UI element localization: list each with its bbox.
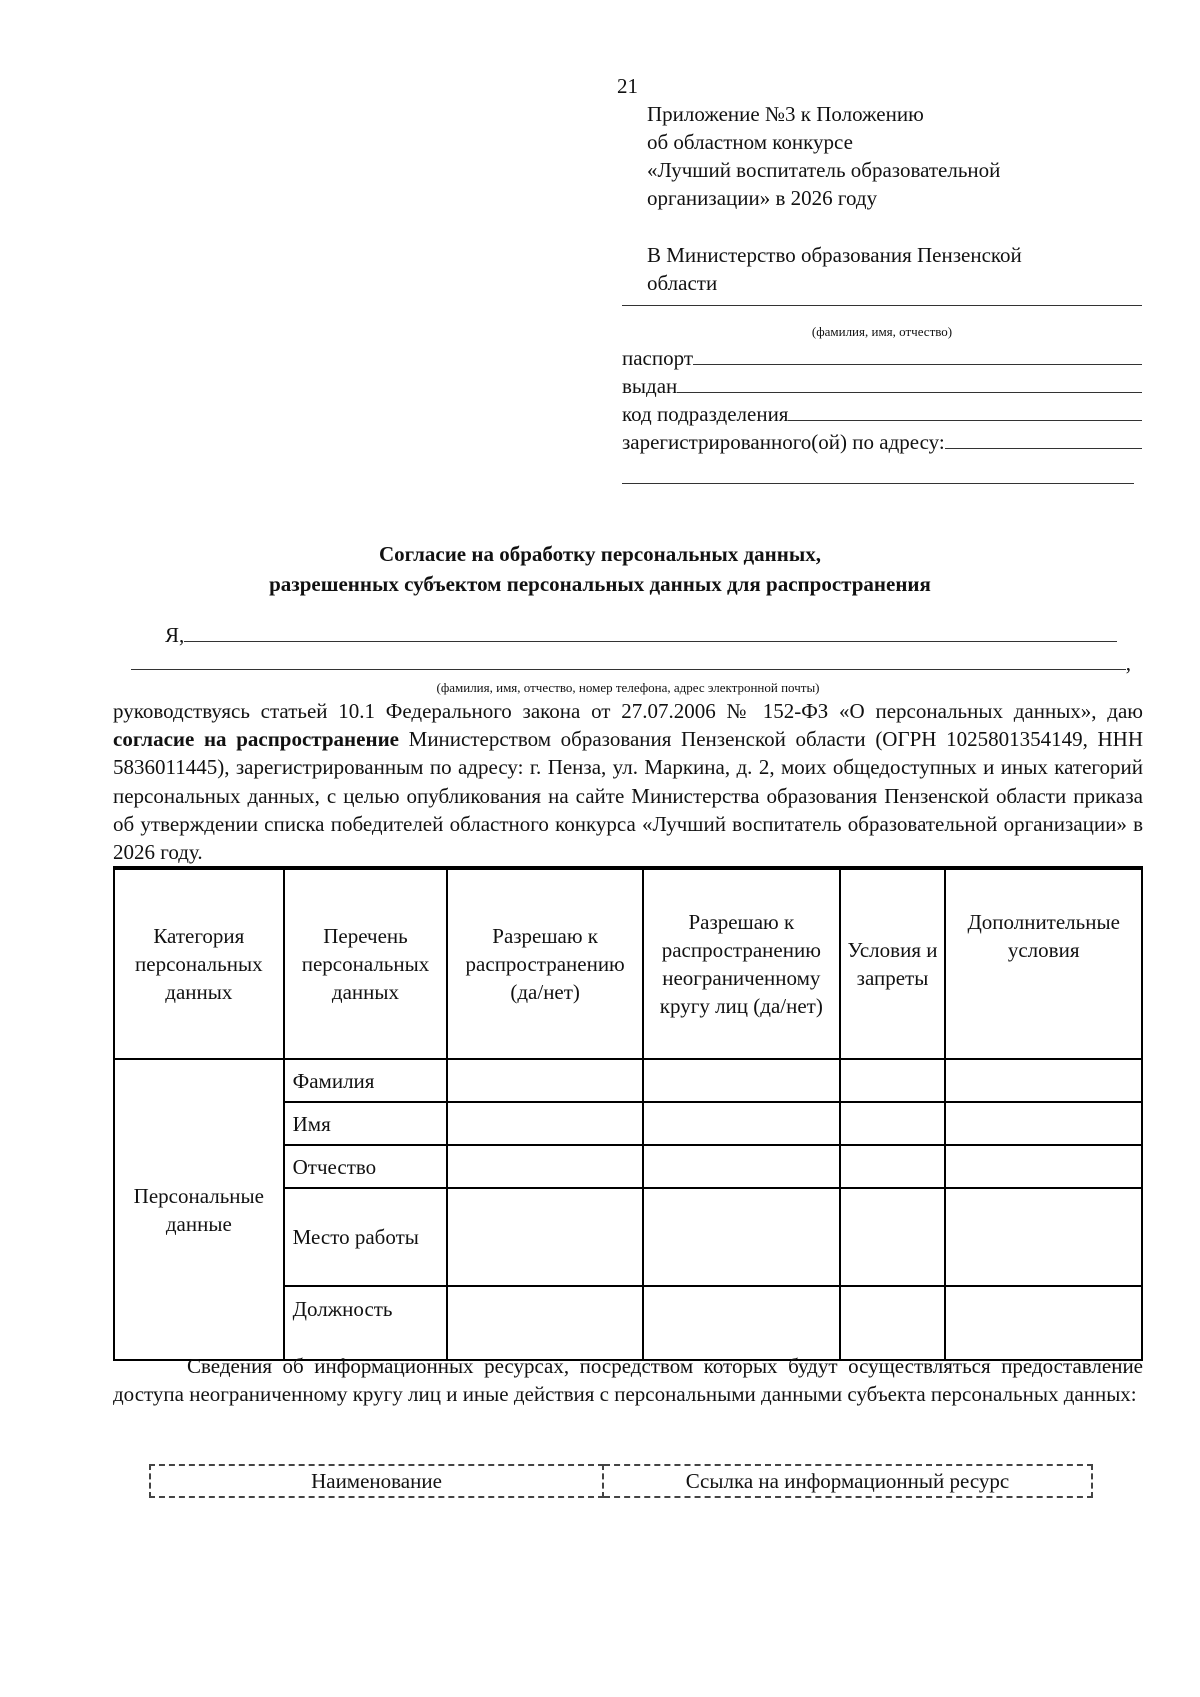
personal-data-table [113,866,1143,1361]
consent-text-bold: согласие на распространение [113,727,399,752]
declarant-contact-field[interactable] [131,668,1126,670]
table-row [114,1059,1142,1102]
allow-unlimited-cell[interactable] [643,1059,840,1102]
address-continuation-field[interactable] [622,456,1134,484]
address-label: зарегистрированного(ой) по адресу: [622,430,945,454]
declarant-suffix: , [1125,651,1131,675]
extra-cell[interactable] [945,1188,1142,1286]
declarant-row [165,621,1117,649]
applicant-fields [622,344,1142,489]
extra-cell[interactable] [945,1286,1142,1360]
conditions-cell[interactable] [840,1059,946,1102]
header-extra: Дополнительные условия [945,868,1142,1059]
extra-cell[interactable] [945,1102,1142,1145]
title-line-2: разрешенных субъектом персональных данных для распространения [269,572,931,596]
header-conditions: Условия и запреты [840,868,946,1059]
issued-row [622,372,1142,400]
header-allow-unlimited: Разрешаю к распространению неограниченному кругу лиц (да/нет) [643,868,840,1059]
allow-cell[interactable] [447,1059,643,1102]
category-cell: Персональные данные [114,1059,284,1360]
allow-cell[interactable] [447,1286,643,1360]
header-allow: Разрешаю к распространению (да/нет) [447,868,643,1059]
extra-cell[interactable] [945,1145,1142,1188]
title-line-1: Согласие на обработку персональных данных, [378,542,822,566]
info-resources-table [149,1464,1093,1498]
passport-label: паспорт [622,346,694,370]
conditions-cell[interactable] [840,1188,946,1286]
allow-unlimited-cell[interactable] [643,1102,840,1145]
appendix-header [647,100,1000,212]
appendix-line: об областном конкурсе [647,130,853,154]
passport-field[interactable] [693,363,1142,365]
table-header-row [114,868,1142,1059]
division-code-row [622,400,1142,428]
conditions-cell[interactable] [840,1102,946,1145]
passport-row [622,344,1142,372]
header-list: Перечень персональных данных [284,868,448,1059]
declarant-name-field[interactable] [184,640,1117,642]
allow-cell[interactable] [447,1188,643,1286]
header-link: Ссылка на информационный ресурс [603,1465,1092,1497]
extra-cell[interactable] [945,1059,1142,1102]
header-name: Наименование [150,1465,603,1497]
address-field[interactable] [945,447,1142,449]
conditions-cell[interactable] [840,1286,946,1360]
info-resources-paragraph [113,1352,1143,1408]
info-resources-text: Сведения об информационных ресурсах, посредством которых будут осуществляться предоставление доступа неограниченному кругу лиц и иные действия с персональными данными субъекта персональных данных: [113,1354,1143,1406]
conditions-cell[interactable] [840,1145,946,1188]
declarant-prefix: Я, [165,623,185,647]
recipient-line: В Министерство образования Пензенской [647,243,1022,267]
appendix-line: организации» в 2026 году [647,186,878,210]
appendix-line: Приложение №3 к Положению [647,102,924,126]
division-code-field[interactable] [788,419,1142,421]
fio-caption: (фамилия, имя, отчество) [811,324,953,339]
recipient-line: области [647,271,718,295]
declarant-caption: (фамилия, имя, отчество, номер телефона, адрес электронной почты) [436,680,820,695]
document-title [100,539,1100,599]
recipient-block [647,241,1022,297]
declarant-row-2 [131,652,1131,674]
table-header-row [150,1465,1092,1497]
allow-cell[interactable] [447,1102,643,1145]
appendix-line: «Лучший воспитатель образовательной [647,158,1001,182]
division-code-label: код подразделения [622,402,789,426]
allow-unlimited-cell[interactable] [643,1188,840,1286]
address-row [622,428,1142,456]
item-cell: Фамилия [284,1059,448,1102]
page-number: 21 [617,74,638,98]
item-cell: Имя [284,1102,448,1145]
allow-unlimited-cell[interactable] [643,1145,840,1188]
consent-paragraph [113,697,1143,866]
allow-cell[interactable] [447,1145,643,1188]
header-category: Категория персональных данных [114,868,284,1059]
allow-unlimited-cell[interactable] [643,1286,840,1360]
item-cell: Должность [284,1286,448,1360]
consent-text-1: руководствуясь статьей 10.1 Федерального закона от 27.07.2006 № 152-ФЗ «О персональных данных», даю [113,699,1143,723]
issued-label: выдан [622,374,678,398]
issued-field[interactable] [677,391,1142,393]
consent-text-2: Министерством образования Пензенской области (ОГРН 1025801354149, ННН 5836011445), зарегистрированным по адресу: г. Пенза, ул. Маркина, д. 2, моих общедоступных и иных категорий персональных данных, с целью опубликования на сайте Министерства образования Пензенской области приказа об утверждении списка победителей областного конкурса «Лучший воспитатель образовательной организации» в 2026 году. [113,727,1143,865]
applicant-fio-field[interactable] [622,305,1142,306]
item-cell: Место работы [284,1188,448,1286]
item-cell: Отчество [284,1145,448,1188]
